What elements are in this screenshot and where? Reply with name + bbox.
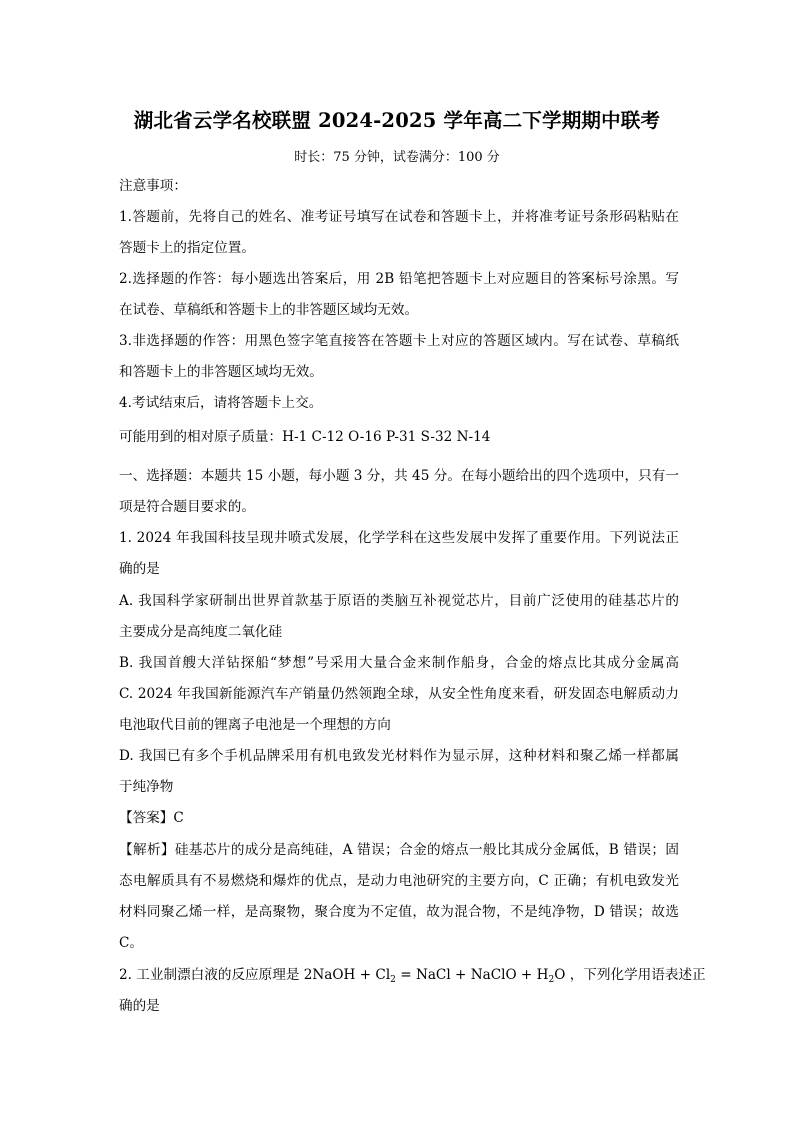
notice-line: 在试卷、草稿纸和答题卡上的非答题区域均无效。: [119, 302, 419, 318]
question-1-stem: 1. 2024 年我国科技呈现井喷式发展，化学学科在这些发展中发挥了重要作用。下列说法正: [119, 530, 679, 546]
question-1-analysis: 态电解质具有不易燃烧和爆炸的优点，是动力电池研究的主要方向，C 正确；有机电致发光: [119, 873, 679, 889]
notice-line: 1.答题前，先将自己的姓名、准考证号填写在试卷和答题卡上，并将准考证号条形码粘贴在: [119, 209, 679, 225]
section-heading: 项是符合题目要求的。: [119, 499, 255, 515]
question-2-stem: [119, 965, 706, 990]
notice-heading: 注意事项：: [119, 178, 187, 194]
notice-line: 答题卡上的指定位置。: [119, 240, 255, 256]
question-1-analysis: C。: [119, 935, 143, 951]
notice-line: 3.非选择题的作答：用黑色签字笔直接答在答题卡上对应的答题区域内。写在试卷、草稿纸: [119, 333, 679, 349]
question-2-stem: 确的是: [119, 998, 160, 1014]
question-1-option-d: 于纯净物: [119, 779, 174, 795]
notice-line: 和答题卡上的非答题区域均无效。: [119, 364, 323, 380]
subscript: 2: [390, 975, 396, 985]
question-2-text: 2. 工业制漂白液的反应原理是 2NaOH + Cl: [119, 967, 391, 983]
question-1-option-b: B. 我国首艘大洋钻探船“梦想”号采用大量合金来制作船身，合金的熔点比其成分金属高: [119, 655, 679, 671]
page-title: 湖北省云学名校联盟 2024-2025 学年高二下学期期中联考: [133, 109, 661, 132]
question-1-option-d: D. 我国已有多个手机品牌采用有机电致发光材料作为显示屏，这种材料和聚乙烯一样都属: [119, 748, 679, 764]
question-1-analysis: 材料同聚乙烯一样，是高聚物，聚合度为不定值，故为混合物，不是纯净物，D 错误；故选: [119, 904, 679, 920]
question-1-analysis: 【解析】硅基芯片的成分是高纯硅，A 错误；合金的熔点一般比其成分金属低，B 错误；固: [119, 842, 679, 858]
atomic-masses: 可能用到的相对原子质量：H-1 C-12 O-16 P-31 S-32 N-14: [119, 429, 491, 445]
question-2-text: O ，下列化学用语表述正: [554, 967, 706, 983]
section-heading: 一、选择题：本题共 15 小题，每小题 3 分，共 45 分。在每小题给出的四个选项中，只有一: [119, 468, 679, 484]
question-1-option-a: 主要成分是高纯度二氧化硅: [119, 624, 283, 640]
question-1-option-c: 电池取代目前的锂离子电池是一个理想的方向: [119, 717, 391, 733]
notice-line: 4.考试结束后，请将答题卡上交。: [119, 395, 323, 411]
question-1-option-c: C. 2024 年我国新能源汽车产销量仍然领跑全球，从安全性角度来看，研发固态电解质动力: [119, 686, 679, 702]
question-1-option-a: A. 我国科学家研制出世界首款基于原语的类脑互补视觉芯片，目前广泛使用的硅基芯片的: [119, 593, 679, 609]
question-1-stem: 确的是: [119, 561, 160, 577]
notice-line: 2.选择题的作答：每小题选出答案后，用 2B 铅笔把答题卡上对应题目的答案标号涂黑。写: [119, 271, 679, 287]
exam-info: 时长：75 分钟，试卷满分：100 分: [294, 150, 500, 165]
question-2-text: = NaCl + NaClO + H: [395, 967, 549, 983]
subscript: 2: [548, 975, 555, 985]
question-1-answer: 【答案】C: [119, 810, 184, 826]
